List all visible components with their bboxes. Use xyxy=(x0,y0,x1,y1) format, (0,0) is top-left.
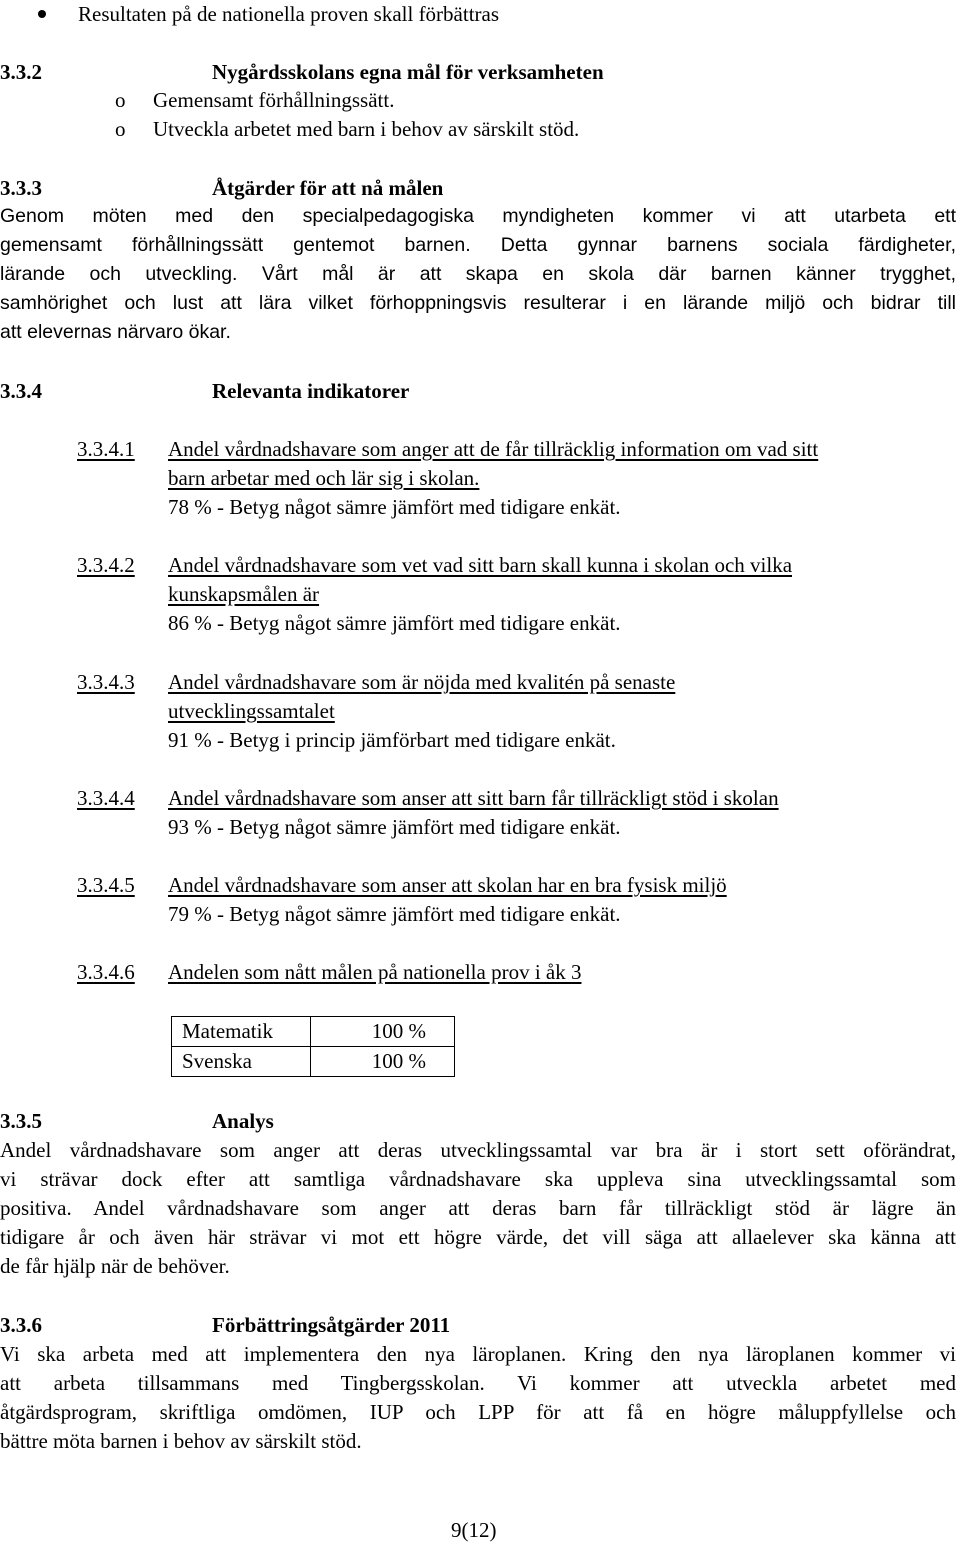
indicator-title: Andel vårdnadshavare som vet vad sitt barn skall kunna i skolan och vilka xyxy=(168,553,793,577)
table-cell-subject: Matematik xyxy=(172,1017,311,1047)
list-item: Gemensamt förhållningssätt. xyxy=(153,88,395,112)
indicator-result: 86 % - Betyg något sämre jämfört med tidigare enkät. xyxy=(168,611,621,635)
table-row xyxy=(172,1047,455,1077)
section-body-336 xyxy=(0,1340,956,1456)
indicator-title: Andel vårdnadshavare som är nöjda med kvalitén på senaste xyxy=(168,670,676,694)
bullet-dot xyxy=(38,10,46,18)
section-heading-333: Åtgärder för att nå målen xyxy=(212,176,444,200)
body-line: Vi ska arbeta med att implementera den nya läroplanen. Kring den nya läroplanen kommer vi xyxy=(0,1342,956,1366)
section-body-333 xyxy=(0,202,956,347)
body-line: Genom möten med den specialpedagogiska myndigheten kommer vi att utarbeta ett xyxy=(0,205,956,227)
indicator-title: utvecklingssamtalet xyxy=(168,699,335,723)
body-line: tidigare år och även här strävar vi mot ett högre värde, det vill säga att allaelever ska känna att xyxy=(0,1225,956,1249)
table-cell-value: 100 % xyxy=(311,1047,455,1077)
indicator-result: 91 % - Betyg i princip jämförbart med tidigare enkät. xyxy=(168,728,616,752)
indicator-title: kunskapsmålen är xyxy=(168,582,320,606)
indicator-title: Andelen som nått målen på nationella prov i åk 3 xyxy=(168,960,582,984)
section-heading-336: Förbättringsåtgärder 2011 xyxy=(212,1313,451,1337)
table-cell-value: 100 % xyxy=(311,1017,455,1047)
section-number-335: 3.3.5 xyxy=(0,1109,42,1133)
indicator-number: 3.3.4.6 xyxy=(77,960,135,984)
section-body-335 xyxy=(0,1136,956,1281)
indicator-number: 3.3.4.4 xyxy=(77,786,135,810)
body-line: att arbeta tillsammans med Tingbergsskolan. Vi kommer att utveckla arbetet med xyxy=(0,1371,956,1395)
indicator-title: Andel vårdnadshavare som anser att skolan har en bra fysisk miljö xyxy=(168,873,727,897)
body-line: samhörighet och lust att lära vilket förhoppningsvis resulterar i en lärande miljö och bidrar till xyxy=(0,292,956,314)
section-number-332: 3.3.2 xyxy=(0,60,42,84)
indicator-result: 79 % - Betyg något sämre jämfört med tidigare enkät. xyxy=(168,902,621,926)
table-row xyxy=(172,1017,455,1047)
top-bullet-text: Resultaten på de nationella proven skall förbättras xyxy=(78,2,500,26)
list-item: Utveckla arbetet med barn i behov av särskilt stöd. xyxy=(153,117,580,141)
body-line: bättre möta barnen i behov av särskilt stöd. xyxy=(0,1429,362,1453)
indicator-number: 3.3.4.1 xyxy=(77,437,135,461)
indicator-number: 3.3.4.3 xyxy=(77,670,135,694)
body-line: vi strävar dock efter att samtliga vårdnadshavare ska uppleva sina utvecklingssamtal som xyxy=(0,1167,956,1191)
list-marker: o xyxy=(115,117,126,141)
page-number: 9(12) xyxy=(451,1518,497,1542)
indicator-number: 3.3.4.2 xyxy=(77,553,135,577)
section-heading-332: Nygårdsskolans egna mål för verksamheten xyxy=(212,60,604,84)
indicator-title: Andel vårdnadshavare som anser att sitt barn får tillräckligt stöd i skolan xyxy=(168,786,779,810)
indicator-result: 93 % - Betyg något sämre jämfört med tidigare enkät. xyxy=(168,815,621,839)
indicator-title: barn arbetar med och lär sig i skolan. xyxy=(168,466,480,490)
body-line: att elevernas närvaro ökar. xyxy=(0,321,231,343)
section-heading-335: Analys xyxy=(212,1109,274,1133)
body-line: positiva. Andel vårdnadshavare som anger att deras barn får tillräckligt stöd är lägre än xyxy=(0,1196,956,1220)
section-number-333: 3.3.3 xyxy=(0,176,42,200)
table-cell-subject: Svenska xyxy=(172,1047,311,1077)
indicator-title: Andel vårdnadshavare som anger att de får tillräcklig information om vad sitt xyxy=(168,437,819,461)
body-line: de får hjälp när de behöver. xyxy=(0,1254,230,1278)
section-number-336: 3.3.6 xyxy=(0,1313,42,1337)
indicator-result: 78 % - Betyg något sämre jämfört med tidigare enkät. xyxy=(168,495,621,519)
body-line: åtgärdsprogram, skriftliga omdömen, IUP och LPP för att få en högre måluppfyllelse och xyxy=(0,1400,956,1424)
body-line: lärande och utveckling. Vårt mål är att skapa en skola där barnen känner trygghet, xyxy=(0,263,956,285)
section-number-334: 3.3.4 xyxy=(0,379,42,403)
section-heading-334: Relevanta indikatorer xyxy=(212,379,410,403)
national-test-table xyxy=(171,1016,455,1077)
body-line: gemensamt förhållningssätt gentemot barnen. Detta gynnar barnens sociala färdigheter, xyxy=(0,234,956,256)
list-marker: o xyxy=(115,88,126,112)
indicator-number: 3.3.4.5 xyxy=(77,873,135,897)
body-line: Andel vårdnadshavare som anger att deras utvecklingssamtal var bra är i stort sett oförändrat, xyxy=(0,1138,956,1162)
